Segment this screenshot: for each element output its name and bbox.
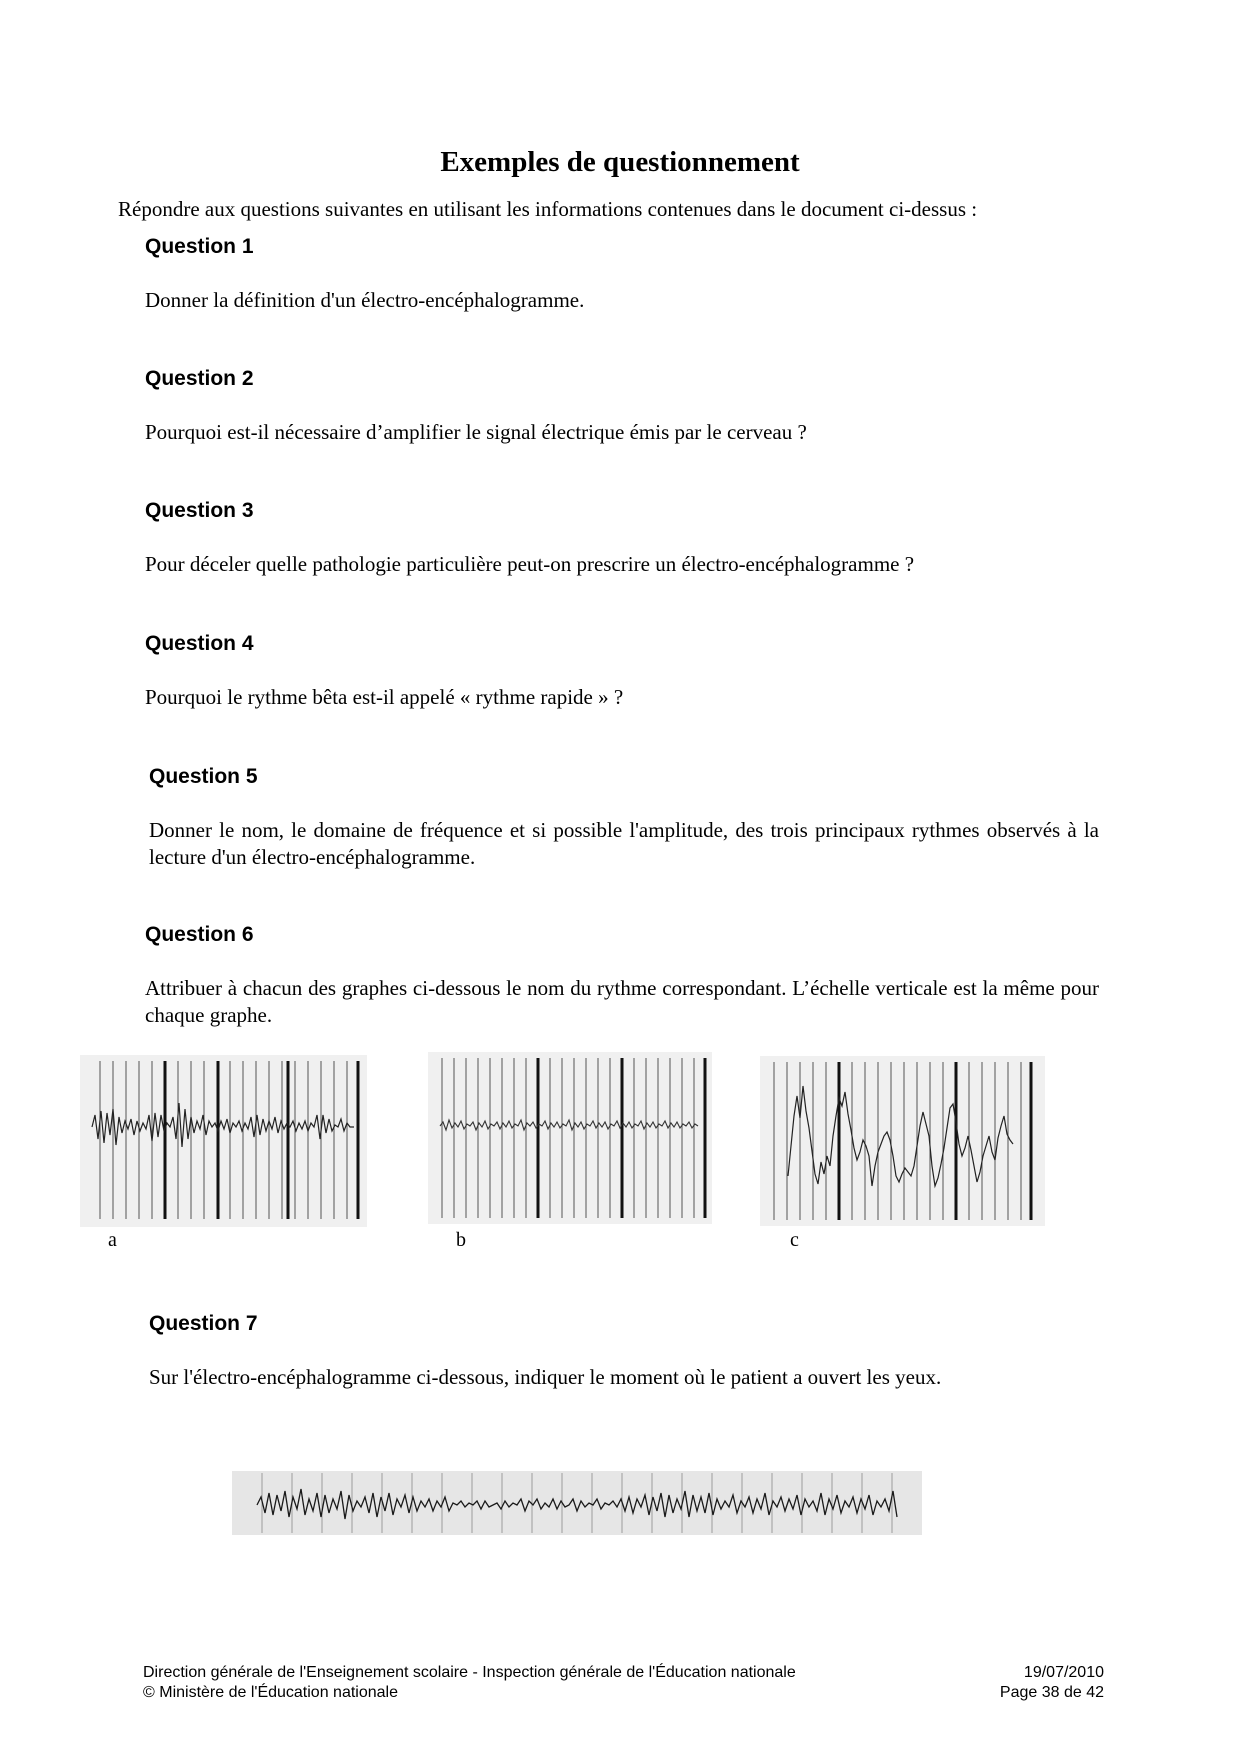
question-6-text: Attribuer à chacun des graphes ci-dessous le nom du rythme correspondant. L’échelle verticale est la même pour chaque graphe. bbox=[145, 976, 1099, 1027]
eeg-graph-a bbox=[80, 1055, 367, 1227]
footer-page: Page 38 de 42 bbox=[999, 1684, 1104, 1701]
question-7-text: Sur l'électro-encéphalogramme ci-dessous, indiquer le moment où le patient a ouvert les yeux. bbox=[149, 1365, 942, 1389]
eeg-graph-c bbox=[760, 1056, 1045, 1226]
question-4-heading: Question 4 bbox=[145, 632, 254, 655]
footer-left bbox=[143, 1663, 796, 1703]
eeg-graph-c-image bbox=[760, 1056, 1045, 1226]
graph-label-c: c bbox=[790, 1229, 799, 1251]
eeg-graph-a-image bbox=[80, 1055, 367, 1227]
eeg-graph-b bbox=[428, 1052, 712, 1224]
question-2-heading: Question 2 bbox=[145, 367, 254, 390]
question-6-heading: Question 6 bbox=[145, 923, 254, 946]
question-1-text: Donner la définition d'un électro-encéphalogramme. bbox=[145, 288, 585, 312]
graph-label-a: a bbox=[108, 1229, 117, 1251]
footer-date: 19/07/2010 bbox=[1023, 1664, 1104, 1681]
graph-label-b: b bbox=[456, 1229, 466, 1251]
question-5-heading: Question 5 bbox=[149, 765, 258, 788]
page-title: Exemples de questionnement bbox=[440, 146, 800, 178]
intro-text: Répondre aux questions suivantes en utilisant les informations contenues dans le document ci-dessus : bbox=[118, 197, 978, 221]
question-3-text: Pour déceler quelle pathologie particulière peut-on prescrire un électro-encéphalogramme ? bbox=[145, 552, 915, 576]
footer-line2: © Ministère de l'Éducation nationale bbox=[143, 1684, 398, 1701]
eeg-strip-long-image bbox=[232, 1471, 922, 1535]
eeg-graph-b-image bbox=[428, 1052, 712, 1224]
question-3-heading: Question 3 bbox=[145, 499, 254, 522]
question-5-text: Donner le nom, le domaine de fréquence et si possible l'amplitude, des trois principaux rythmes observés à la lecture d'un électro-encéphalogramme. bbox=[149, 818, 1099, 869]
question-1-heading: Question 1 bbox=[145, 235, 254, 258]
footer-line1: Direction générale de l'Enseignement scolaire - Inspection générale de l'Éducation nationale bbox=[143, 1664, 796, 1681]
question-7-heading: Question 7 bbox=[149, 1312, 258, 1335]
question-4-text: Pourquoi le rythme bêta est-il appelé « rythme rapide » ? bbox=[145, 685, 624, 709]
question-2-text: Pourquoi est-il nécessaire d’amplifier le signal électrique émis par le cerveau ? bbox=[145, 420, 807, 444]
eeg-strip-long bbox=[232, 1471, 922, 1535]
footer-right bbox=[1000, 1663, 1104, 1703]
